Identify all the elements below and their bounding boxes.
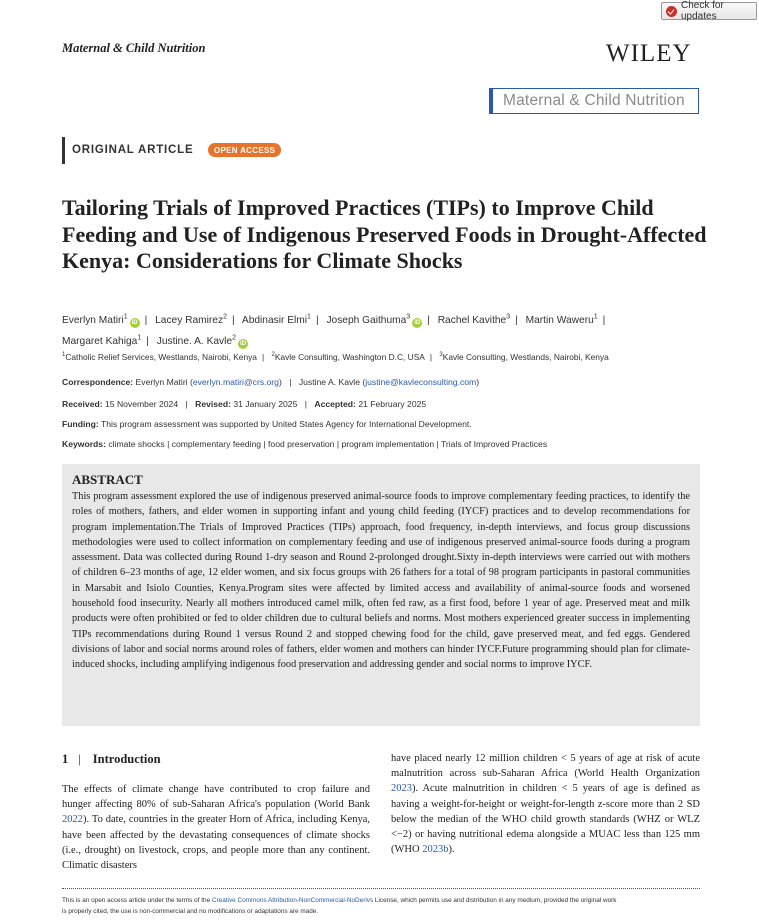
citation-link[interactable]: 2023b	[422, 844, 449, 856]
article-type: ORIGINAL ARTICLE	[72, 144, 194, 156]
section-heading-introduction: 1 | Introduction	[62, 752, 161, 766]
citation-link[interactable]: 2023	[391, 783, 412, 795]
article-dates: Received: 15 November 2024 | Revised: 31 January 2025 | Accepted: 21 February 2025	[62, 399, 427, 409]
author-1[interactable]: Everlyn Matiri$^1$	[62, 314, 128, 327]
citation-link[interactable]: 2022	[62, 814, 83, 826]
publisher-logo: WILEY	[606, 40, 692, 67]
author-3[interactable]: Abdinasir Elmi$^1$	[241, 314, 311, 327]
article-type-bar	[62, 137, 65, 164]
abstract-box	[62, 464, 700, 726]
abstract-title: ABSTRACT	[72, 472, 143, 487]
author-8[interactable]: Justine. A. Kavle$^2$	[156, 334, 236, 347]
author-5[interactable]: Rachel Kavithe$^3$	[437, 314, 511, 327]
author-7[interactable]: Margaret Kahiga$^1$	[62, 334, 142, 347]
check-for-updates-button[interactable]	[661, 2, 757, 20]
author-2[interactable]: Lacey Ramirez$^2$	[155, 314, 227, 327]
license-footer: This is an open access article under the terms of the Creative Commons Attribution-NonCommercial-NoDerivs License, which permits use and distribution in any medium, provided the original work is properly cited, the use is non-commercial and no modifications or adaptations are made.	[62, 897, 617, 915]
author-4[interactable]: Joseph Gaithuma$^3$	[326, 314, 411, 327]
author-6[interactable]: Martin Waweru$^1$	[525, 314, 598, 327]
check-circle-icon	[666, 6, 677, 17]
abstract-text: This program assessment explored the use of indigenous preserved animal-source foods to improve complementary feeding practices, to identify the roles of mothers, fathers, and elder women in supporting infant and young child feeding (IYCF) practices and to develop recommendations for program implementation.The Trials of Improved Practices (TIPs) approach, food frequency, in-depth interviews, and focus group discussions methodologies were used to collect information on complementary feeding and use of indigenous preserved animal-source foods during a program assessment. Data was collected during Round 1-dry season and Round 2-prolonged drought.Sixty in-depth interviews were carried out with mothers of children 6–23 months of age, 12 elder women, and six focus groups with 26 fathers for a total of 98 program participants in pastoral communities in Marsabit and Isiolo Counties, Kenya.Program sites were affected by limited access and availability of animal-source foods and worsened household food insecurity. Nearly all mothers introduced camel milk, often fed raw, as a first food, before 1 year of age. Preserved meat and milk products were often prohibited or fed to older children due to cultural beliefs and norms. Most mothers experienced greater success in implementing TIPs recommendations during Round 1 versus Round 2 and stopped chewing food for the child, gave preserved meat, and fed eggs. Gendered divisions of labor and social norms around roles of fathers, elder women and mothers can hinder IYCF.Future programming should plan for climate-induced shocks, including amplifying indigenous food preservation and addressing gender and social norms to improve IYCF.	[72, 491, 690, 671]
orcid-icon[interactable]: iD	[239, 340, 246, 347]
check-for-updates-label: Check for updates	[681, 0, 724, 22]
journal-name-header: Maternal & Child Nutrition	[62, 41, 206, 55]
article-title: Tailoring Trials of Improved Practices (TIPs) to Improve Child Feeding and Use of Indigenous Preserved Foods in Drought-Affected Kenya: Considerations for Climate Shocks	[62, 195, 707, 273]
email-link[interactable]: justine@kavleconsulting.com	[365, 377, 477, 387]
journal-logo-text: Maternal & Child Nutrition	[493, 88, 699, 114]
license-link[interactable]: Creative Commons Attribution-NonCommercial-NoDerivs	[211, 897, 374, 904]
keywords: Keywords: climate shocks | complementary feeding | food preservation | program implementation | Trials of Improved Practices	[62, 439, 548, 449]
correspondence: Correspondence: Everlyn Matiri (everlyn.matiri@crs.org) | Justine A. Kavle (justine@kavleconsulting.com)	[62, 377, 480, 387]
author-list: Everlyn Matiri$^1$iD | Lacey Ramirez$^2$ | Abdinasir Elmi$^1$ | Joseph Gaithuma$^3$iD | Rachel Kavithe$^3$ | Martin Waweru$^1$ | Margaret Kahiga$^1$ | Justine. A. Kavle$^2$iD	[62, 314, 606, 347]
intro-right-column: have placed nearly 12 million children < 5 years of age at risk of acute malnutrition across sub-Saharan Africa (World Health Organization 2023). Acute malnutrition in children < 5 years of age is defined as having a weight-for-height or weight-for-length z-score more than 2 SD below the median of the WHO child growth standards (WHZ or WLZ <−2) or having nutritional edema alongside a MUAC less than 125 mm (WHO 2023b).	[391, 753, 700, 856]
intro-left-column: The effects of climate change have contributed to crop failure and hunger affecting 80% of sub-Saharan Africa's population (World Bank 2022). To date, countries in the greater Horn of Africa, including Kenya, have been affected by the devastating consequences of climate shocks (i.e., drought) on livestock, crops, and people more than any continent. Climatic disasters	[62, 784, 370, 872]
orcid-icon[interactable]: iD	[414, 320, 421, 327]
journal-logo	[489, 88, 699, 114]
orcid-icon[interactable]: iD	[131, 320, 138, 327]
open-access-badge: OPEN ACCESS	[208, 143, 281, 157]
footer-divider	[62, 888, 700, 889]
affiliations: $^1$Catholic Relief Services, Westlands, Nairobi, Kenya | $^2$Kavle Consulting, Washington D.C, USA | $^3$Kavle Consulting, Westlands, Nairobi, Kenya	[62, 352, 609, 362]
funding: Funding: This program assessment was supported by United States Agency for International Development.	[62, 419, 472, 429]
email-link[interactable]: everlyn.matiri@crs.org	[192, 377, 279, 387]
